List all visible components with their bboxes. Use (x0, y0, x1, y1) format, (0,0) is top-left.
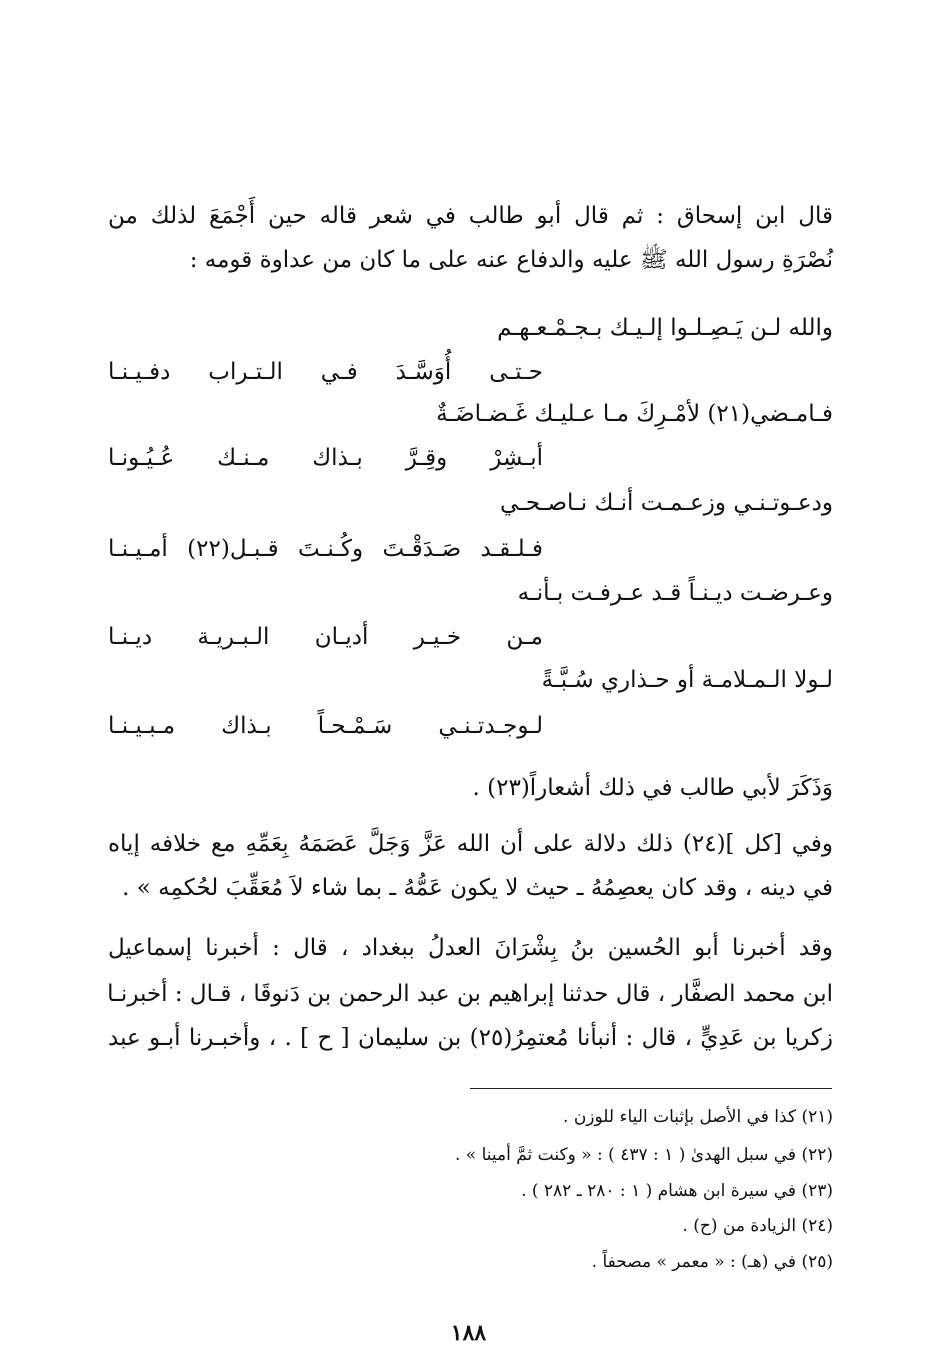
footnote-25: (٢٥) في (هـ) : « معمر » مصحفاً . (591, 1252, 833, 1272)
verse-2-first-half: فـامـضي(٢١) لأمْـرِكَ مـا عـليـك غَـضـاضَـةٌ (436, 401, 833, 427)
verse-1-first-half: والله لـن يَـصِـلـوا إلـيـك بـجـمْـعـهـم (497, 315, 833, 341)
para2-line-1: وفي [كل ](٢٤) ذلك دلالة على أن الله عَزَّ وَجَلَّ عَصَمَهُ بِعَمِّهِ مع خلافه إياه (108, 831, 833, 857)
page-number: ١٨٨ (450, 1320, 487, 1346)
footnote-23: (٢٣) في سيرة ابن هشام ( ١ : ٢٨٠ ـ ٢٨٢ ) . (521, 1181, 833, 1201)
verse-4-second-half: مـن خـيـر أديـان الـبـريـة ديـنـا (108, 624, 543, 650)
verse-4-first-half: وعـرضـت ديـنـاً قـد عـرفـت بـأنـه (517, 580, 833, 606)
verse-5-first-half: لـولا الـمـلامـة أو حـذاري سُـبَّـةً (541, 667, 833, 693)
footnote-21: (٢١) كذا في الأصل بإثبات الياء للوزن . (563, 1107, 833, 1127)
para3-line-3: زكريا بن عَدِيٍّ ، قال : أنبأنا مُعتمِرُ(٢٥) بن سليمان [ ح ] . ، وأخبـرنا أبـو عبد (108, 1025, 833, 1051)
footnote-24: (٢٤) الزيادة من (ح) . (682, 1216, 833, 1236)
verse-2-second-half: أبـشِرْ وقِـرَّ بـذاك مـنـك عُـيُـونـا (108, 445, 543, 471)
para3-line-1: وقد أخبرنا أبو الحُسين بنُ بِشْرَانَ العدلُ ببغداد ، قال : أخبرنا إسماعيل (108, 935, 833, 961)
after-verses-line: وَذَكَرَ لأبي طالب في ذلك أشعاراً(٢٣) . (472, 775, 833, 801)
verse-3-first-half: ودعـوتـنـي وزعـمـت أنـك نـاصـحـي (500, 490, 833, 516)
intro-line-1: قال ابن إسحاق : ثم قال أبو طالب في شعر قاله حين أَجْمَعَ لذلك من (108, 203, 833, 229)
verse-1-second-half: حـتـى أُوَسَّـدَ فـي الـتـراب دفـيـنـا (108, 359, 543, 385)
para3-line-2: ابن محمد الصفَّار ، قال حدثنا إبراهيم بن عبد الرحمن بن دَنوقَا ، قـال : أخبرنـا (107, 981, 833, 1007)
footnote-22: (٢٢) في سبل الهدىٰ ( ١ : ٤٣٧ ) : « وكنت ثمَّ أمينا » . (454, 1145, 833, 1165)
intro-line-2: نُصْرَةِ رسول الله ﷺ عليه والدفاع عنه على ما كان من عداوة قومه : (189, 247, 833, 273)
verse-5-second-half: لـوجـدتـنـي سَـمْـحـاً بـذاك مـبـيـنـا (108, 713, 543, 739)
verse-3-second-half: فـلـقـد صَـدَقْـتَ وكُـنـتَ قـبـل(٢٢) أمـيـنـا (108, 536, 543, 562)
footnote-separator (470, 1088, 832, 1089)
para2-line-2: في دينه ، وقد كان يعصِمُهُ ـ حيث لا يكون عَمُّهُ ـ بما شاء لاَ مُعَقِّبَ لحُكمِه » . (122, 875, 833, 901)
